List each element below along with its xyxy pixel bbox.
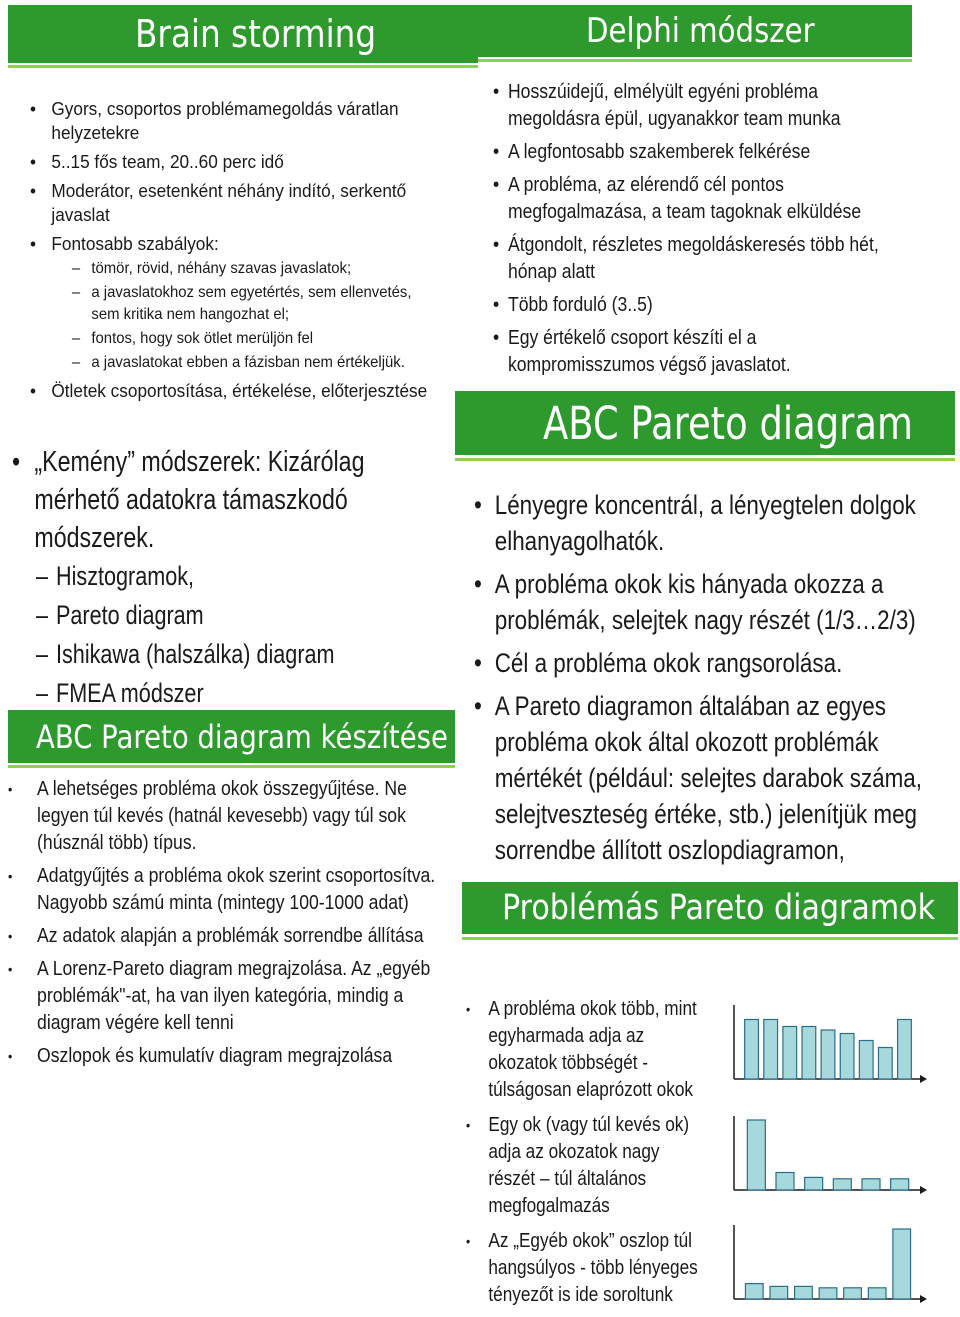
- list-item-text: A Pareto diagramon általában az egyes probléma okok által okozott problémák mértékét (például: selejtes darabok száma, selejtveszteség értéke, stb.) jelenítjük meg sorrendbe állított oszlopdiagramon,: [494, 691, 923, 865]
- bar: [878, 1048, 892, 1080]
- dash: –: [71, 284, 81, 301]
- rule-item: [72, 282, 439, 326]
- method-item: [12, 596, 412, 635]
- bullet: •: [493, 327, 500, 349]
- list-item-text: A legfontosabb szakemberek felkérése: [507, 141, 811, 163]
- pareto-banner: [455, 391, 955, 455]
- pareto-chart-dominant: [728, 1116, 928, 1196]
- rule-item: [72, 328, 439, 350]
- list-item-text: Moderátor, esetenként néhány indító, serkentő javaslat: [51, 180, 407, 225]
- bullet: •: [8, 928, 13, 944]
- bullet: •: [466, 1001, 471, 1017]
- list-item-text: Az „Egyéb okok” oszlop túl hangsúlyos - több lényeges tényezőt is ide soroltunk: [488, 1230, 698, 1306]
- problematic-title: Problémás Pareto diagramok: [502, 888, 936, 928]
- bar: [898, 1020, 912, 1080]
- hard-methods: [12, 443, 412, 713]
- list-item-text: Az adatok alapján a problémák sorrendbe állítása: [37, 925, 424, 947]
- list-item: [8, 956, 448, 1037]
- x-axis-arrow: [920, 1075, 927, 1083]
- rule-text: a javaslatokat ebben a fázisban nem értékeljük.: [91, 354, 405, 371]
- bullet: •: [30, 380, 37, 401]
- rule-text: tömör, rövid, néhány szavas javaslatok;: [91, 260, 352, 277]
- bullet: •: [8, 961, 13, 977]
- list-item-text: A probléma, az elérendő cél pontos megfogalmazása, a team tagoknak elküldése: [507, 174, 862, 223]
- rule-item: [72, 258, 439, 280]
- making-title: ABC Pareto diagram készítése: [36, 717, 448, 756]
- list-item: [466, 996, 707, 1104]
- bullet: •: [493, 174, 500, 196]
- method-text: FMEA módszer: [56, 678, 204, 708]
- bar: [819, 1288, 837, 1299]
- bar: [821, 1030, 835, 1079]
- bar: [893, 1229, 911, 1299]
- list-item: [493, 139, 898, 166]
- list-item: [474, 645, 939, 681]
- list-item: [474, 487, 939, 559]
- list-item-text: A Lorenz-Pareto diagram megrajzolása. Az „egyéb problémák"-at, ha van ilyen kategória, mindig a diagram végére kell tenni: [37, 958, 431, 1034]
- bar: [745, 1284, 763, 1299]
- method-item: [12, 674, 412, 713]
- list-item: [30, 150, 439, 174]
- bar: [776, 1173, 794, 1191]
- list-item: [493, 232, 898, 286]
- bullet: •: [493, 294, 500, 316]
- list-item: [474, 688, 939, 868]
- bullet: •: [474, 490, 482, 520]
- list-item: [8, 1043, 448, 1070]
- list-item: [8, 923, 448, 950]
- bar: [795, 1286, 813, 1299]
- pareto-chart-fragmented: [728, 1005, 928, 1085]
- dash: –: [36, 561, 49, 591]
- method-text: Ishikawa (halszálka) diagram: [56, 639, 335, 669]
- brainstorming-list: [30, 97, 439, 408]
- dash: –: [71, 260, 81, 277]
- list-item: [8, 776, 448, 857]
- list-item: [8, 863, 448, 917]
- list-item-text: Egy értékelő csoport készíti el a kompromisszumos végső javaslatot.: [507, 327, 791, 376]
- list-item: [493, 325, 898, 379]
- delphi-list: [493, 79, 898, 385]
- x-axis-arrow: [920, 1295, 927, 1303]
- rule-text: a javaslatokhoz sem egyetértés, sem ellenvetés, sem kritika nem hangozhat el;: [91, 284, 412, 323]
- bar: [747, 1120, 765, 1190]
- delphi-banner: [478, 5, 912, 57]
- bullet: •: [12, 446, 21, 478]
- making-stripe: [8, 765, 455, 768]
- bar: [745, 1020, 759, 1080]
- bar: [805, 1177, 823, 1190]
- list-item-text: 5..15 fős team, 20..60 perc idő: [51, 151, 284, 172]
- delphi-title: Delphi módszer: [586, 11, 815, 51]
- hard-methods-heading: [12, 443, 412, 557]
- problematic-banner: [462, 882, 958, 934]
- dash: –: [36, 639, 49, 669]
- rule-text: fontos, hogy sok ötlet merüljön fel: [91, 330, 314, 347]
- list-item: [30, 179, 439, 227]
- pareto-chart-other: [728, 1225, 928, 1305]
- list-item: [466, 1112, 707, 1220]
- method-item: [12, 557, 412, 596]
- bar: [783, 1027, 797, 1080]
- list-item-text: Több forduló (3..5): [507, 294, 653, 316]
- pareto-list: [474, 487, 939, 875]
- bullet: •: [30, 233, 37, 254]
- dash: –: [36, 678, 49, 708]
- bar: [764, 1020, 778, 1080]
- bar: [859, 1041, 873, 1080]
- list-item: [493, 79, 898, 133]
- bar: [862, 1179, 880, 1190]
- bar: [891, 1179, 909, 1190]
- list-item: [30, 232, 439, 374]
- bar: [802, 1027, 816, 1080]
- making-banner: [8, 710, 455, 763]
- bullet: •: [8, 781, 13, 797]
- making-list: [8, 776, 448, 1076]
- list-item-text: Fontosabb szabályok:: [51, 233, 219, 254]
- method-text: Pareto diagram: [56, 600, 204, 630]
- list-item-text: Átgondolt, részletes megoldáskeresés több hét, hónap alatt: [507, 234, 879, 283]
- x-axis-arrow: [920, 1186, 927, 1194]
- bullet: •: [8, 868, 13, 884]
- pareto-stripe: [455, 458, 955, 461]
- brainstorming-banner: [8, 5, 478, 63]
- list-item: [493, 292, 898, 319]
- list-item: [30, 379, 439, 403]
- list-item-text: Hosszúidejű, elmélyült egyéni probléma megoldásra épül, ugyanakkor team munka: [507, 81, 841, 130]
- rule-item: [72, 352, 439, 374]
- bullet: •: [493, 234, 500, 256]
- dash: –: [71, 330, 81, 347]
- method-text: Hisztogramok,: [56, 561, 195, 591]
- problematic-stripe: [462, 937, 958, 940]
- list-item-text: A lehetséges probléma okok összegyűjtése. Ne legyen túl kevés (hatnál kevesebb) vagy túl sok (húsznál több) típus.: [37, 778, 407, 854]
- hard-methods-heading-text: „Kemény” módszerek: Kizárólag mérhető adatokra támaszkodó módszerek.: [34, 446, 365, 554]
- bullet: •: [466, 1233, 471, 1249]
- bar: [833, 1179, 851, 1190]
- brainstorming-title: Brain storming: [135, 12, 377, 56]
- bar: [844, 1288, 862, 1299]
- bullet: •: [493, 141, 500, 163]
- list-item: [466, 1228, 707, 1309]
- bullet: •: [30, 180, 37, 201]
- list-item-text: Ötletek csoportosítása, értékelése, előterjesztése: [51, 380, 428, 401]
- method-item: [12, 635, 412, 674]
- pareto-title: ABC Pareto diagram: [543, 396, 913, 450]
- bullet: •: [30, 151, 37, 172]
- bar: [868, 1288, 886, 1299]
- problematic-list: [466, 996, 707, 1317]
- bullet: •: [474, 569, 482, 599]
- bar: [770, 1286, 788, 1299]
- bullet: •: [8, 1048, 13, 1064]
- bullet: •: [466, 1117, 471, 1133]
- bullet: •: [474, 648, 482, 678]
- bar: [840, 1034, 854, 1080]
- list-item-text: A probléma okok kis hányada okozza a problémák, selejtek nagy részét (1/3…2/3): [494, 569, 916, 635]
- bullet: •: [493, 81, 500, 103]
- list-item-text: Adatgyűjtés a probléma okok szerint csoportosítva. Nagyobb számú minta (mintegy 100-1000 adat): [37, 865, 436, 914]
- list-item-text: Gyors, csoportos problémamegoldás váratlan helyzetekre: [51, 98, 399, 143]
- list-item-text: Oszlopok és kumulatív diagram megrajzolása: [37, 1045, 393, 1067]
- list-item-text: Lényegre koncentrál, a lényegtelen dolgok elhanyagolhatók.: [494, 490, 916, 556]
- bullet: •: [30, 98, 37, 119]
- bullet: •: [474, 691, 482, 721]
- dash: –: [71, 354, 81, 371]
- list-item-text: Egy ok (vagy túl kevés ok) adja az okozatok nagy részét – túl általános megfogalmazás: [488, 1114, 690, 1217]
- dash: –: [36, 600, 49, 630]
- delphi-stripe: [478, 59, 912, 62]
- list-item: [30, 97, 439, 145]
- list-item: [474, 566, 939, 638]
- list-item-text: Cél a probléma okok rangsorolása.: [494, 648, 843, 678]
- list-item-text: A probléma okok több, mint egyharmada adja az okozatok többségét - túlságosan elaprózott okok: [488, 998, 697, 1101]
- list-item: [493, 172, 898, 226]
- brainstorming-stripe: [8, 65, 478, 68]
